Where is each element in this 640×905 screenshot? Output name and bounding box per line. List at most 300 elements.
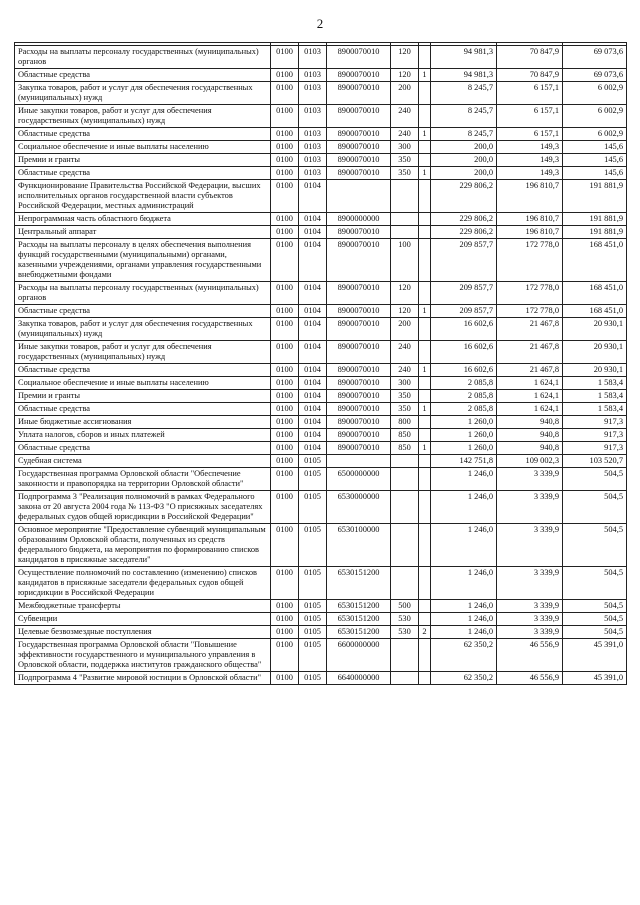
row-name-cell: Целевые безвозмездные поступления — [15, 626, 271, 639]
row-amount-3-cell: 6 002,9 — [563, 128, 627, 141]
row-amount-1-cell: 16 602,6 — [431, 341, 497, 364]
row-source-flag-cell: 1 — [419, 69, 431, 82]
row-target-article-cell: 8900070010 — [327, 154, 391, 167]
row-target-article-cell: 6600000000 — [327, 639, 391, 672]
table-row — [15, 455, 627, 468]
row-section-cell: 0100 — [271, 390, 299, 403]
table-row — [15, 141, 627, 154]
row-amount-1-cell: 1 260,0 — [431, 416, 497, 429]
row-section-cell: 0100 — [271, 416, 299, 429]
row-subsection-cell: 0105 — [299, 567, 327, 600]
row-target-article-cell: 8900070010 — [327, 226, 391, 239]
row-name-cell: Государственная программа Орловской области "Повышение эффективности государственного и муниципального управления в Орловской области, поддержка институтов гражданского общества" — [15, 639, 271, 672]
row-name-cell: Премии и гранты — [15, 154, 271, 167]
table-row — [15, 567, 627, 600]
row-source-flag-cell — [419, 377, 431, 390]
row-amount-1-cell: 200,0 — [431, 154, 497, 167]
table-row — [15, 226, 627, 239]
row-subsection-cell: 0103 — [299, 69, 327, 82]
row-subsection-cell: 0105 — [299, 613, 327, 626]
row-amount-3-cell: 20 930,1 — [563, 364, 627, 377]
row-amount-1-cell: 209 857,7 — [431, 282, 497, 305]
row-name-cell: Расходы на выплаты персоналу в целях обеспечения выполнения функций государственными (муниципальными) органами, казенными учреждениями, органами управления государственными внебюджетными фондами — [15, 239, 271, 282]
row-amount-2-cell: 21 467,8 — [497, 341, 563, 364]
row-target-article-cell: 8900070010 — [327, 318, 391, 341]
row-section-cell: 0100 — [271, 567, 299, 600]
table-row — [15, 626, 627, 639]
row-expense-type-cell: 300 — [391, 377, 419, 390]
row-section-cell: 0100 — [271, 105, 299, 128]
table-row — [15, 239, 627, 282]
row-source-flag-cell — [419, 105, 431, 128]
row-subsection-cell: 0105 — [299, 468, 327, 491]
row-amount-3-cell: 1 583,4 — [563, 377, 627, 390]
row-source-flag-cell — [419, 416, 431, 429]
row-subsection-cell: 0104 — [299, 416, 327, 429]
table-row — [15, 69, 627, 82]
row-amount-2-cell: 172 778,0 — [497, 239, 563, 282]
row-subsection-cell: 0104 — [299, 318, 327, 341]
row-section-cell: 0100 — [271, 69, 299, 82]
row-amount-3-cell: 1 583,4 — [563, 403, 627, 416]
table-row — [15, 105, 627, 128]
row-source-flag-cell — [419, 468, 431, 491]
row-amount-2-cell: 3 339,9 — [497, 626, 563, 639]
row-section-cell: 0100 — [271, 626, 299, 639]
row-amount-2-cell: 3 339,9 — [497, 524, 563, 567]
row-subsection-cell: 0104 — [299, 213, 327, 226]
row-target-article-cell: 8900070010 — [327, 341, 391, 364]
row-source-flag-cell: 1 — [419, 305, 431, 318]
table-row — [15, 82, 627, 105]
row-name-cell: Социальное обеспечение и иные выплаты населению — [15, 141, 271, 154]
row-amount-1-cell: 2 085,8 — [431, 377, 497, 390]
row-expense-type-cell: 200 — [391, 82, 419, 105]
row-amount-2-cell: 46 556,9 — [497, 672, 563, 685]
row-subsection-cell: 0103 — [299, 82, 327, 105]
row-amount-3-cell: 6 002,9 — [563, 105, 627, 128]
row-name-cell: Подпрограмма 3 "Реализация полномочий в рамках Федерального закона от 20 августа 2004 года № 113-ФЗ "О присяжных заседателях федеральных судов общей юрисдикции в Российской Федерации" — [15, 491, 271, 524]
row-amount-1-cell: 94 981,3 — [431, 69, 497, 82]
row-amount-1-cell: 62 350,2 — [431, 672, 497, 685]
row-expense-type-cell — [391, 491, 419, 524]
row-source-flag-cell — [419, 455, 431, 468]
row-target-article-cell: 8900070010 — [327, 46, 391, 69]
row-source-flag-cell — [419, 567, 431, 600]
row-amount-1-cell: 94 981,3 — [431, 46, 497, 69]
row-target-article-cell — [327, 455, 391, 468]
row-name-cell: Социальное обеспечение и иные выплаты населению — [15, 377, 271, 390]
row-expense-type-cell: 200 — [391, 318, 419, 341]
row-source-flag-cell — [419, 318, 431, 341]
row-amount-3-cell: 504,5 — [563, 524, 627, 567]
row-subsection-cell: 0104 — [299, 305, 327, 318]
row-subsection-cell: 0103 — [299, 46, 327, 69]
row-section-cell: 0100 — [271, 455, 299, 468]
row-name-cell: Уплата налогов, сборов и иных платежей — [15, 429, 271, 442]
row-name-cell: Межбюджетные трансферты — [15, 600, 271, 613]
table-row — [15, 154, 627, 167]
row-name-cell: Иные закупки товаров, работ и услуг для обеспечения государственных (муниципальных) нужд — [15, 105, 271, 128]
row-name-cell: Областные средства — [15, 305, 271, 318]
row-name-cell: Субвенции — [15, 613, 271, 626]
row-section-cell: 0100 — [271, 672, 299, 685]
row-expense-type-cell — [391, 567, 419, 600]
row-target-article-cell: 6530151200 — [327, 600, 391, 613]
row-subsection-cell: 0104 — [299, 377, 327, 390]
row-amount-3-cell: 145,6 — [563, 154, 627, 167]
row-target-article-cell: 8900000000 — [327, 213, 391, 226]
row-section-cell: 0100 — [271, 305, 299, 318]
table-row — [15, 416, 627, 429]
row-amount-2-cell: 1 624,1 — [497, 377, 563, 390]
row-source-flag-cell — [419, 672, 431, 685]
row-amount-3-cell: 45 391,0 — [563, 639, 627, 672]
row-amount-2-cell: 3 339,9 — [497, 468, 563, 491]
row-target-article-cell: 6530151200 — [327, 567, 391, 600]
row-section-cell: 0100 — [271, 613, 299, 626]
row-expense-type-cell: 350 — [391, 403, 419, 416]
row-subsection-cell: 0103 — [299, 128, 327, 141]
row-name-cell: Осуществление полномочий по составлению (изменению) списков кандидатов в присяжные заседатели федеральных судов общей юрисдикции в Российской Федерации — [15, 567, 271, 600]
row-expense-type-cell: 500 — [391, 600, 419, 613]
row-section-cell: 0100 — [271, 46, 299, 69]
row-amount-3-cell: 69 073,6 — [563, 46, 627, 69]
row-source-flag-cell — [419, 613, 431, 626]
row-source-flag-cell — [419, 639, 431, 672]
row-source-flag-cell — [419, 341, 431, 364]
row-section-cell: 0100 — [271, 341, 299, 364]
row-subsection-cell: 0104 — [299, 442, 327, 455]
row-subsection-cell: 0104 — [299, 282, 327, 305]
row-amount-2-cell: 172 778,0 — [497, 282, 563, 305]
table-row — [15, 305, 627, 318]
row-amount-2-cell: 149,3 — [497, 154, 563, 167]
row-expense-type-cell: 100 — [391, 239, 419, 282]
row-amount-2-cell: 21 467,8 — [497, 318, 563, 341]
row-source-flag-cell — [419, 239, 431, 282]
table-row — [15, 468, 627, 491]
table-row — [15, 341, 627, 364]
row-subsection-cell: 0105 — [299, 672, 327, 685]
row-section-cell: 0100 — [271, 524, 299, 567]
row-amount-1-cell: 62 350,2 — [431, 639, 497, 672]
row-name-cell: Основное мероприятие "Предоставление субвенций муниципальным образованиям Орловской области, полученных из средств федерального бюджета, на мероприятия по формированию списков кандидатов в присяжные заседатели" — [15, 524, 271, 567]
row-section-cell: 0100 — [271, 180, 299, 213]
row-section-cell: 0100 — [271, 639, 299, 672]
row-target-article-cell: 8900070010 — [327, 416, 391, 429]
table-row — [15, 282, 627, 305]
row-target-article-cell: 8900070010 — [327, 82, 391, 105]
row-amount-1-cell: 2 085,8 — [431, 390, 497, 403]
row-amount-1-cell: 1 246,0 — [431, 626, 497, 639]
row-target-article-cell: 8900070010 — [327, 377, 391, 390]
row-amount-2-cell: 21 467,8 — [497, 364, 563, 377]
row-amount-2-cell: 6 157,1 — [497, 105, 563, 128]
row-target-article-cell: 6530151200 — [327, 613, 391, 626]
budget-table — [14, 42, 627, 685]
row-source-flag-cell — [419, 226, 431, 239]
row-section-cell: 0100 — [271, 128, 299, 141]
row-amount-3-cell: 168 451,0 — [563, 282, 627, 305]
row-subsection-cell: 0104 — [299, 403, 327, 416]
row-source-flag-cell: 1 — [419, 442, 431, 455]
row-amount-2-cell: 3 339,9 — [497, 600, 563, 613]
row-section-cell: 0100 — [271, 141, 299, 154]
row-name-cell: Закупка товаров, работ и услуг для обеспечения государственных (муниципальных) нужд — [15, 82, 271, 105]
table-row — [15, 600, 627, 613]
row-amount-1-cell: 229 806,2 — [431, 226, 497, 239]
row-amount-2-cell: 1 624,1 — [497, 403, 563, 416]
row-name-cell: Областные средства — [15, 364, 271, 377]
row-amount-3-cell: 168 451,0 — [563, 239, 627, 282]
row-amount-3-cell: 6 002,9 — [563, 82, 627, 105]
row-source-flag-cell — [419, 82, 431, 105]
table-row — [15, 524, 627, 567]
row-amount-2-cell: 196 810,7 — [497, 213, 563, 226]
row-amount-1-cell: 1 246,0 — [431, 567, 497, 600]
row-expense-type-cell: 350 — [391, 154, 419, 167]
row-section-cell: 0100 — [271, 82, 299, 105]
row-expense-type-cell: 850 — [391, 429, 419, 442]
row-name-cell: Областные средства — [15, 69, 271, 82]
row-amount-3-cell: 504,5 — [563, 626, 627, 639]
row-amount-2-cell: 6 157,1 — [497, 128, 563, 141]
row-amount-2-cell: 149,3 — [497, 167, 563, 180]
row-subsection-cell: 0104 — [299, 364, 327, 377]
table-row — [15, 318, 627, 341]
row-amount-1-cell: 1 246,0 — [431, 491, 497, 524]
row-target-article-cell: 8900070010 — [327, 305, 391, 318]
row-amount-1-cell: 1 246,0 — [431, 524, 497, 567]
row-name-cell: Подпрограмма 4 "Развитие мировой юстиции в Орловской области" — [15, 672, 271, 685]
row-source-flag-cell: 1 — [419, 403, 431, 416]
row-name-cell: Иные закупки товаров, работ и услуг для обеспечения государственных (муниципальных) нужд — [15, 341, 271, 364]
row-amount-2-cell: 196 810,7 — [497, 226, 563, 239]
row-subsection-cell: 0103 — [299, 141, 327, 154]
row-expense-type-cell — [391, 226, 419, 239]
table-row — [15, 128, 627, 141]
row-amount-1-cell: 8 245,7 — [431, 128, 497, 141]
row-source-flag-cell: 1 — [419, 128, 431, 141]
row-amount-3-cell: 20 930,1 — [563, 318, 627, 341]
row-expense-type-cell: 300 — [391, 141, 419, 154]
row-subsection-cell: 0104 — [299, 390, 327, 403]
row-amount-2-cell: 1 624,1 — [497, 390, 563, 403]
row-subsection-cell: 0103 — [299, 154, 327, 167]
row-amount-3-cell: 191 881,9 — [563, 213, 627, 226]
row-expense-type-cell: 120 — [391, 282, 419, 305]
row-amount-1-cell: 1 246,0 — [431, 468, 497, 491]
row-subsection-cell: 0103 — [299, 167, 327, 180]
row-name-cell: Закупка товаров, работ и услуг для обеспечения государственных (муниципальных) нужд — [15, 318, 271, 341]
row-target-article-cell: 8900070010 — [327, 429, 391, 442]
row-amount-2-cell: 3 339,9 — [497, 567, 563, 600]
row-source-flag-cell — [419, 282, 431, 305]
row-expense-type-cell: 530 — [391, 626, 419, 639]
row-source-flag-cell — [419, 141, 431, 154]
row-section-cell: 0100 — [271, 154, 299, 167]
row-target-article-cell: 6500000000 — [327, 468, 391, 491]
row-amount-3-cell: 191 881,9 — [563, 180, 627, 213]
row-amount-1-cell: 1 260,0 — [431, 442, 497, 455]
row-amount-3-cell: 145,6 — [563, 167, 627, 180]
row-name-cell: Премии и гранты — [15, 390, 271, 403]
row-amount-2-cell: 196 810,7 — [497, 180, 563, 213]
row-expense-type-cell — [391, 672, 419, 685]
row-subsection-cell: 0105 — [299, 639, 327, 672]
row-name-cell: Непрограммная часть областного бюджета — [15, 213, 271, 226]
row-section-cell: 0100 — [271, 226, 299, 239]
table-row — [15, 180, 627, 213]
row-amount-3-cell: 145,6 — [563, 141, 627, 154]
row-expense-type-cell: 120 — [391, 69, 419, 82]
row-expense-type-cell: 350 — [391, 167, 419, 180]
row-name-cell: Функционирование Правительства Российской Федерации, высших исполнительных органов государственной власти субъектов Российской Федерации, местных администраций — [15, 180, 271, 213]
row-subsection-cell: 0105 — [299, 524, 327, 567]
row-name-cell: Государственная программа Орловской области "Обеспечение законности и правопорядка на территории Орловской области" — [15, 468, 271, 491]
row-amount-2-cell: 940,8 — [497, 429, 563, 442]
row-subsection-cell: 0104 — [299, 429, 327, 442]
row-expense-type-cell: 850 — [391, 442, 419, 455]
row-subsection-cell: 0105 — [299, 455, 327, 468]
row-target-article-cell: 6640000000 — [327, 672, 391, 685]
row-section-cell: 0100 — [271, 377, 299, 390]
row-expense-type-cell: 240 — [391, 364, 419, 377]
row-amount-3-cell: 504,5 — [563, 567, 627, 600]
row-amount-1-cell: 209 857,7 — [431, 239, 497, 282]
row-source-flag-cell — [419, 180, 431, 213]
row-name-cell: Областные средства — [15, 167, 271, 180]
row-section-cell: 0100 — [271, 403, 299, 416]
row-amount-2-cell: 70 847,9 — [497, 69, 563, 82]
row-amount-2-cell: 6 157,1 — [497, 82, 563, 105]
row-amount-1-cell: 209 857,7 — [431, 305, 497, 318]
table-body — [15, 46, 627, 685]
row-amount-1-cell: 16 602,6 — [431, 318, 497, 341]
row-subsection-cell: 0105 — [299, 491, 327, 524]
row-amount-2-cell: 70 847,9 — [497, 46, 563, 69]
row-target-article-cell: 8900070010 — [327, 105, 391, 128]
row-subsection-cell: 0104 — [299, 226, 327, 239]
row-source-flag-cell — [419, 154, 431, 167]
row-expense-type-cell — [391, 468, 419, 491]
row-amount-2-cell: 172 778,0 — [497, 305, 563, 318]
row-section-cell: 0100 — [271, 318, 299, 341]
table-row — [15, 442, 627, 455]
row-amount-3-cell: 917,3 — [563, 429, 627, 442]
row-expense-type-cell: 240 — [391, 341, 419, 364]
table-row — [15, 364, 627, 377]
row-source-flag-cell — [419, 600, 431, 613]
row-name-cell: Судебная система — [15, 455, 271, 468]
row-amount-3-cell: 504,5 — [563, 468, 627, 491]
row-amount-1-cell: 8 245,7 — [431, 82, 497, 105]
row-name-cell: Расходы на выплаты персоналу государственных (муниципальных) органов — [15, 46, 271, 69]
row-amount-2-cell: 46 556,9 — [497, 639, 563, 672]
row-expense-type-cell: 350 — [391, 390, 419, 403]
row-expense-type-cell — [391, 455, 419, 468]
row-name-cell: Иные бюджетные ассигнования — [15, 416, 271, 429]
row-subsection-cell: 0104 — [299, 239, 327, 282]
row-amount-1-cell: 16 602,6 — [431, 364, 497, 377]
row-source-flag-cell — [419, 491, 431, 524]
row-amount-1-cell: 1 260,0 — [431, 429, 497, 442]
row-expense-type-cell — [391, 524, 419, 567]
row-amount-3-cell: 504,5 — [563, 600, 627, 613]
row-target-article-cell: 8900070010 — [327, 390, 391, 403]
row-section-cell: 0100 — [271, 468, 299, 491]
row-name-cell: Областные средства — [15, 442, 271, 455]
row-section-cell: 0100 — [271, 491, 299, 524]
row-amount-2-cell: 940,8 — [497, 442, 563, 455]
row-amount-3-cell: 504,5 — [563, 491, 627, 524]
row-target-article-cell — [327, 180, 391, 213]
row-expense-type-cell: 800 — [391, 416, 419, 429]
row-amount-1-cell: 8 245,7 — [431, 105, 497, 128]
table-row — [15, 403, 627, 416]
row-amount-3-cell: 103 520,7 — [563, 455, 627, 468]
row-expense-type-cell: 120 — [391, 305, 419, 318]
row-source-flag-cell — [419, 46, 431, 69]
row-target-article-cell: 8900070010 — [327, 403, 391, 416]
row-section-cell: 0100 — [271, 600, 299, 613]
row-target-article-cell: 8900070010 — [327, 69, 391, 82]
row-amount-1-cell: 229 806,2 — [431, 213, 497, 226]
row-section-cell: 0100 — [271, 442, 299, 455]
table-row — [15, 672, 627, 685]
row-amount-1-cell: 200,0 — [431, 141, 497, 154]
row-amount-1-cell: 229 806,2 — [431, 180, 497, 213]
row-amount-3-cell: 917,3 — [563, 416, 627, 429]
row-source-flag-cell — [419, 390, 431, 403]
row-source-flag-cell: 2 — [419, 626, 431, 639]
row-expense-type-cell: 240 — [391, 105, 419, 128]
row-expense-type-cell: 530 — [391, 613, 419, 626]
table-row — [15, 46, 627, 69]
row-section-cell: 0100 — [271, 429, 299, 442]
row-amount-3-cell: 917,3 — [563, 442, 627, 455]
table-row — [15, 377, 627, 390]
table-row — [15, 613, 627, 626]
row-amount-2-cell: 109 002,3 — [497, 455, 563, 468]
table-row — [15, 429, 627, 442]
row-expense-type-cell: 240 — [391, 128, 419, 141]
row-expense-type-cell — [391, 639, 419, 672]
row-target-article-cell: 8900070010 — [327, 167, 391, 180]
row-name-cell: Областные средства — [15, 403, 271, 416]
row-amount-2-cell: 3 339,9 — [497, 613, 563, 626]
row-amount-3-cell: 168 451,0 — [563, 305, 627, 318]
row-target-article-cell: 6530151200 — [327, 626, 391, 639]
row-amount-2-cell: 149,3 — [497, 141, 563, 154]
row-name-cell: Центральный аппарат — [15, 226, 271, 239]
row-target-article-cell: 6530000000 — [327, 491, 391, 524]
row-amount-1-cell: 2 085,8 — [431, 403, 497, 416]
row-subsection-cell: 0105 — [299, 600, 327, 613]
row-amount-1-cell: 200,0 — [431, 167, 497, 180]
row-source-flag-cell — [419, 429, 431, 442]
row-target-article-cell: 8900070010 — [327, 128, 391, 141]
row-name-cell: Расходы на выплаты персоналу государственных (муниципальных) органов — [15, 282, 271, 305]
row-amount-3-cell: 504,5 — [563, 613, 627, 626]
row-source-flag-cell — [419, 213, 431, 226]
row-section-cell: 0100 — [271, 364, 299, 377]
row-amount-3-cell: 45 391,0 — [563, 672, 627, 685]
row-amount-3-cell: 1 583,4 — [563, 390, 627, 403]
row-subsection-cell: 0103 — [299, 105, 327, 128]
row-target-article-cell: 8900070010 — [327, 141, 391, 154]
